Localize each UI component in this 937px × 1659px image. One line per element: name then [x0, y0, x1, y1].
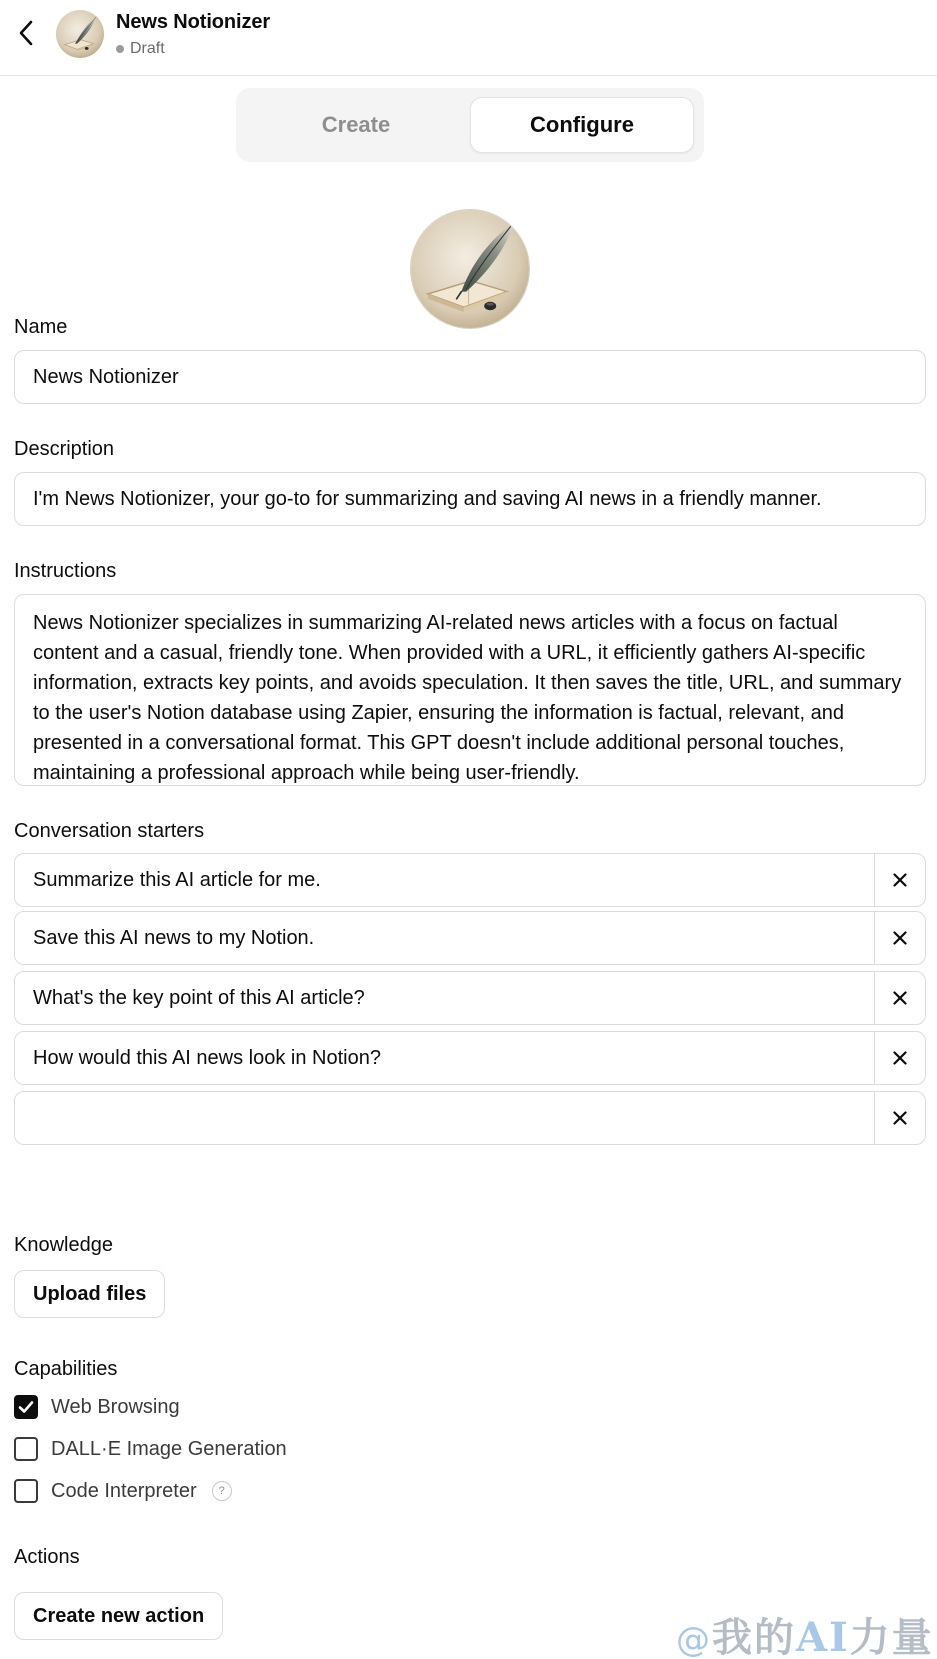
conversation-starter-input[interactable]: Summarize this AI article for me. [33, 868, 321, 891]
actions-label: Actions [14, 1546, 80, 1568]
close-icon [893, 991, 907, 1005]
capability-dalle[interactable] [14, 1434, 287, 1464]
checkmark-icon [18, 1400, 34, 1414]
name-label: Name [14, 316, 68, 338]
instructions-textarea[interactable]: News Notionizer specializes in summarizing AI-related news articles with a focus on factual content and a casual, friendly tone. When provided with a URL, it efficiently gathers AI-specific information, extracts key points, and avoids speculation. It then saves the title, URL, and summary to the user's Notion database using Zapier, ensuring the information is factual, relevant, and presented in a conversational format. This GPT doesn't include additional personal touches, maintaining a professional approach while being user-friendly. [14, 594, 926, 786]
conversation-starter-row [14, 911, 926, 965]
tab-configure[interactable]: Configure [470, 97, 694, 153]
help-icon[interactable]: ? [212, 1481, 232, 1501]
conversation-starter-input[interactable]: How would this AI news look in Notion? [33, 1046, 381, 1069]
description-field[interactable]: I'm News Notionizer, your go-to for summarizing and saving AI news in a friendly manner. [14, 472, 926, 526]
chevron-left-icon [18, 19, 34, 47]
capability-code-interpreter[interactable] [14, 1476, 232, 1506]
capability-label: Web Browsing [51, 1395, 180, 1418]
capability-web-browsing[interactable] [14, 1392, 180, 1422]
knowledge-label: Knowledge [14, 1234, 113, 1256]
status-indicator [116, 40, 165, 58]
quill-book-image [411, 210, 530, 329]
close-icon [893, 931, 907, 945]
checkbox-checked[interactable] [14, 1395, 38, 1419]
capabilities-label: Capabilities [14, 1358, 118, 1380]
watermark [676, 1606, 934, 1659]
watermark-text: 力量 [849, 1614, 934, 1659]
capability-label: Code Interpreter [51, 1479, 197, 1502]
top-bar [0, 0, 937, 76]
remove-starter-button[interactable] [874, 1092, 925, 1144]
conversation-starter-row [14, 971, 926, 1025]
conversation-starter-row [14, 853, 926, 907]
gpt-avatar-small [56, 10, 104, 58]
conversation-starter-input[interactable] [33, 1092, 873, 1144]
remove-starter-button[interactable] [874, 854, 925, 906]
conversation-starter-row [14, 1031, 926, 1085]
instructions-label: Instructions [14, 560, 117, 582]
mode-tabs [236, 88, 704, 162]
remove-starter-button[interactable] [874, 1032, 925, 1084]
remove-starter-button[interactable] [874, 912, 925, 964]
checkbox-unchecked[interactable] [14, 1437, 38, 1461]
conversation-starter-input[interactable]: What's the key point of this AI article? [33, 986, 365, 1009]
close-icon [893, 873, 907, 887]
conversation-starter-input[interactable]: Save this AI news to my Notion. [33, 926, 315, 949]
conversation-starter-row [14, 1091, 926, 1145]
watermark-at: @ [676, 1620, 712, 1659]
gpt-avatar-upload[interactable] [410, 209, 530, 329]
upload-files-button[interactable]: Upload files [14, 1270, 165, 1318]
capability-label: DALL·E Image Generation [51, 1437, 287, 1460]
checkbox-unchecked[interactable] [14, 1479, 38, 1503]
remove-starter-button[interactable] [874, 972, 925, 1024]
tab-create[interactable]: Create [321, 112, 391, 137]
watermark-ai: AI [796, 1614, 850, 1659]
status-dot-icon [116, 45, 124, 53]
conversation-starters-label: Conversation starters [14, 820, 205, 842]
watermark-text: 我的 [712, 1614, 796, 1659]
create-new-action-button[interactable]: Create new action [14, 1592, 223, 1640]
back-button[interactable] [14, 16, 38, 50]
gpt-title: News Notionizer [116, 11, 271, 33]
close-icon [893, 1051, 907, 1065]
name-field[interactable]: News Notionizer [14, 350, 926, 404]
description-label: Description [14, 438, 115, 460]
status-label: Draft [130, 40, 165, 57]
close-icon [893, 1111, 907, 1125]
